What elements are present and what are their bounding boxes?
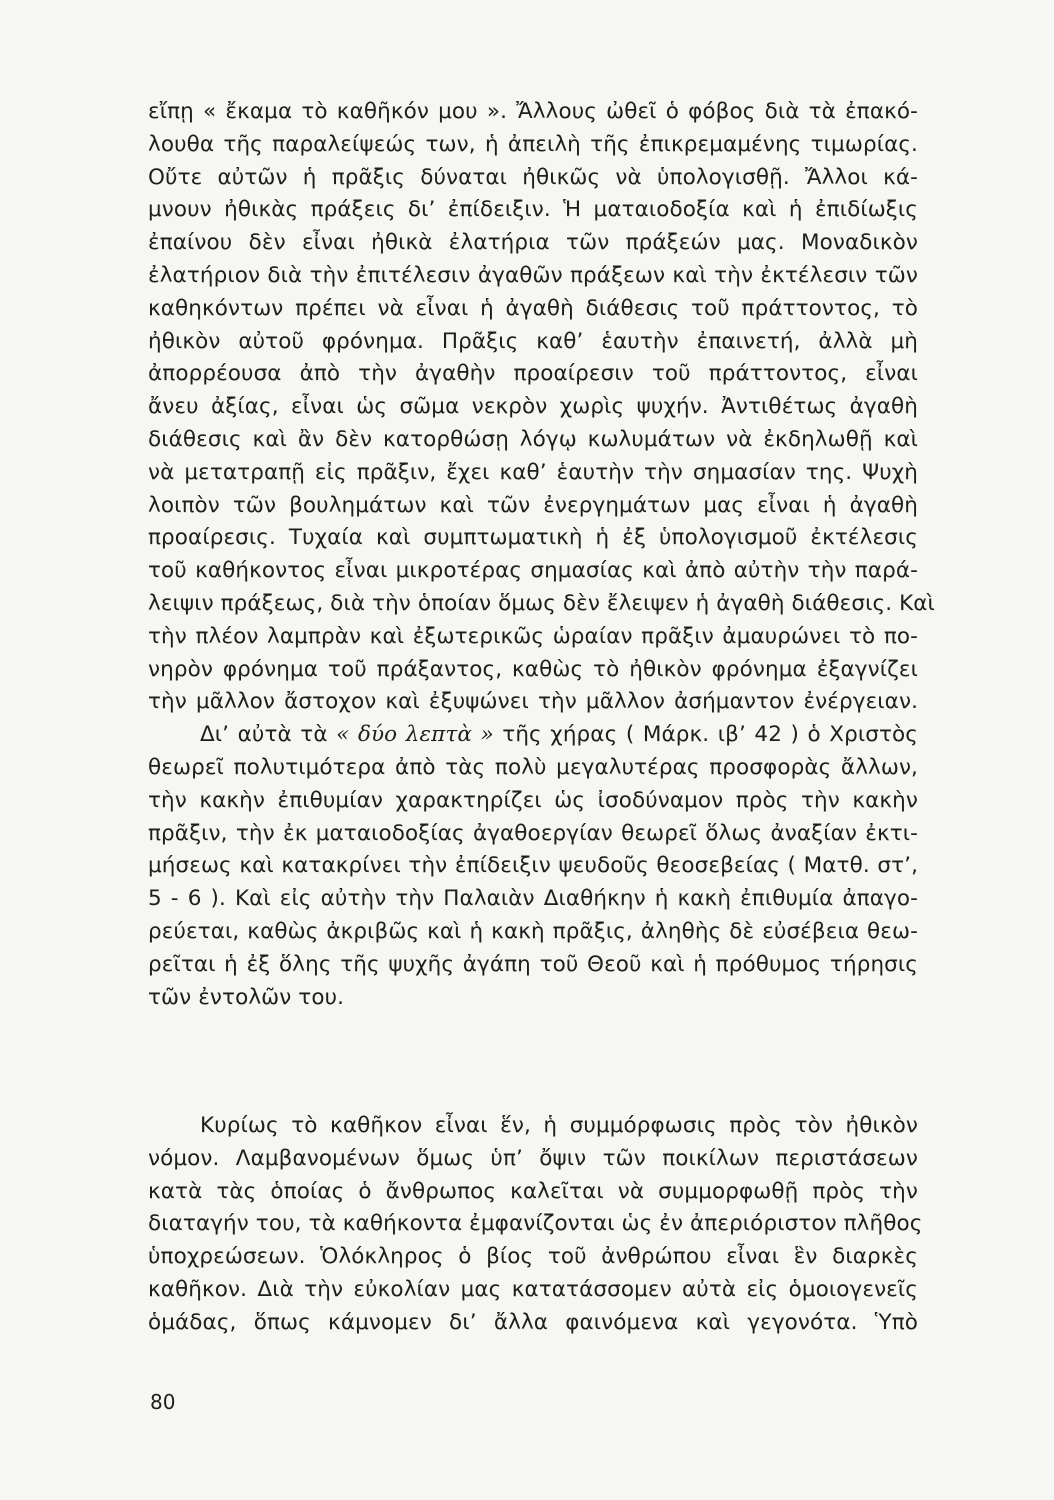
text-line: ρεῖται ἡ ἐξ ὅλης τῆς ψυχῆς ἀγάπη τοῦ Θεοῦ καὶ ἡ πρόθυμος τήρησις [148, 951, 918, 977]
text-line: ρεύεται, καθὼς ἀκριβῶς καὶ ἡ κακὴ πρᾶξις, ἀληθὴς δὲ εὐσέβεια θεω- [148, 918, 918, 944]
text-line: πρᾶξιν, τὴν ἐκ ματαιοδοξίας ἀγαθοεργίαν θεωρεῖ ὅλως ἀναξίαν ἐκτι- [148, 820, 918, 846]
text-line: Οὔτε αὐτῶν ἡ πρᾶξις δύναται ἠθικῶς νὰ ὑπολογισθῇ. Ἄλλοι κά- [148, 164, 918, 190]
text-line: ἀπορρέουσα ἀπὸ τὴν ἀγαθὴν προαίρεσιν τοῦ πράττοντος, εἶναι [148, 361, 918, 387]
text-line: τῶν ἐντολῶν του. [148, 984, 345, 1010]
text-line: ἐλατήριον διὰ τὴν ἐπιτέλεσιν ἀγαθῶν πράξεων καὶ τὴν ἐκτέλεσιν τῶν [148, 262, 918, 288]
text-line: ὁμάδας, ὅπως κάμνομεν δι’ ἄλλα φαινόμενα καὶ γεγονότα. Ὑπὸ [148, 1309, 918, 1335]
text-line: καθηκόντων πρέπει νὰ εἶναι ἡ ἀγαθὴ διάθεσις τοῦ πράττοντος, τὸ [148, 295, 918, 321]
text-line: λουθα τῆς παραλείψεώς των, ἡ ἀπειλὴ τῆς ἐπικρεμαμένης τιμωρίας. [148, 131, 918, 157]
text-line: κατὰ τὰς ὁποίας ὁ ἄνθρωπος καλεῖται νὰ συμμορφωθῇ πρὸς τὴν [148, 1178, 918, 1204]
text-line: τὴν πλέον λαμπρὰν καὶ ἐξωτερικῶς ὡραίαν πρᾶξιν ἀμαυρώνει τὸ πο- [148, 623, 918, 649]
text-line: νηρὸν φρόνημα τοῦ πράξαντος, καθὼς τὸ ἠθικὸν φρόνημα ἐξαγνίζει [148, 656, 918, 682]
paragraph-1 [148, 96, 935, 1014]
text-segment: Δι’ αὐτὰ τὰ [200, 722, 337, 748]
text-line-with-quote [148, 719, 918, 752]
text-line: Κυρίως τὸ καθῆκον εἶναι ἕν, ἡ συμμόρφωσις πρὸς τὸν ἠθικὸν [200, 1113, 918, 1138]
text-segment: τῆς χήρας ( Μάρκ. ιβ’ 42 ) ὁ Χριστὸς [493, 722, 919, 748]
text-line: 5 - 6 ). Καὶ εἰς αὐτὴν τὴν Παλαιὰν Διαθήκην ἡ κακὴ ἐπιθυμία ἀπαγο- [148, 886, 918, 912]
text-line: εἴπῃ « ἔκαμα τὸ καθῆκόν μου ». Ἄλλους ὠθεῖ ὁ φόβος διὰ τὰ ἐπακό- [148, 99, 918, 124]
text-line: διαταγήν του, τὰ καθήκοντα ἐμφανίζονται ὡς ἐν ἀπεριόριστον πλῆθος [148, 1211, 923, 1237]
text-line: τὴν μᾶλλον ἄστοχον καὶ ἐξυψώνει τὴν μᾶλλον ἀσήμαντον ἐνέργειαν. [148, 689, 918, 715]
text-line: νόμον. Λαμβανομένων ὅμως ὑπ’ ὄψιν τῶν ποικίλων περιστάσεων [148, 1145, 918, 1171]
text-line: θεωρεῖ πολυτιμότερα ἀπὸ τὰς πολὺ μεγαλυτέρας προσφορὰς ἄλλων, [148, 754, 918, 780]
text-line: λοιπὸν τῶν βουλημάτων καὶ τῶν ἐνεργημάτων μας εἶναι ἡ ἀγαθὴ [148, 492, 918, 518]
text-line: ἐπαίνου δὲν εἶναι ἠθικὰ ἐλατήρια τῶν πράξεών μας. Μοναδικὸν [148, 230, 918, 256]
text-line: καθῆκον. Διὰ τὴν εὐκολίαν μας κατατάσσομεν αὐτὰ εἰς ὁμοιογενεῖς [148, 1276, 918, 1302]
text-line: ἄνευ ἀξίας, εἶναι ὡς σῶμα νεκρὸν χωρὶς ψυχήν. Ἀντιθέτως ἀγαθὴ [148, 394, 918, 420]
page-number: 80 [150, 1390, 176, 1414]
paragraph-2 [148, 1110, 923, 1340]
text-line: μήσεως καὶ κατακρίνει τὴν ἐπίδειξιν ψευδοῦς θεοσεβείας ( Ματθ. στ’, [148, 853, 918, 879]
text-line: ὑποχρεώσεων. Ὁλόκληρος ὁ βίος τοῦ ἀνθρώπου εἶναι ἓν διαρκὲς [148, 1244, 918, 1270]
text-line: μνουν ἠθικὰς πράξεις δι’ ἐπίδειξιν. Ἡ ματαιοδοξία καὶ ἡ ἐπιδίωξις [148, 197, 918, 223]
text-line: διάθεσις καὶ ἂν δὲν κατορθώσῃ λόγῳ κωλυμάτων νὰ ἐκδηλωθῇ καὶ [148, 426, 918, 452]
text-line: ἠθικὸν αὐτοῦ φρόνημα. Πρᾶξις καθ’ ἑαυτὴν ἐπαινετή, ἀλλὰ μὴ [148, 328, 918, 354]
text-line: τοῦ καθήκοντος εἶναι μικροτέρας σημασίας καὶ ἀπὸ αὐτὴν τὴν παρά- [148, 558, 918, 584]
text-line: λειψιν πράξεως, διὰ τὴν ὁποίαν ὅμως δὲν ἔλειψεν ἡ ἀγαθὴ διάθεσις. Καὶ [148, 590, 935, 616]
italic-quote: « δύο λεπτὰ » [336, 722, 494, 748]
text-line: νὰ μετατραπῇ εἰς πρᾶξιν, ἔχει καθ’ ἑαυτὴν τὴν σημασίαν της. Ψυχὴ [148, 459, 918, 485]
text-line: τὴν κακὴν ἐπιθυμίαν χαρακτηρίζει ὡς ἰσοδύναμον πρὸς τὴν κακὴν [148, 787, 918, 813]
text-line: προαίρεσις. Τυχαία καὶ συμπτωματικὴ ἡ ἐξ ὑπολογισμοῦ ἐκτέλεσις [148, 525, 918, 551]
